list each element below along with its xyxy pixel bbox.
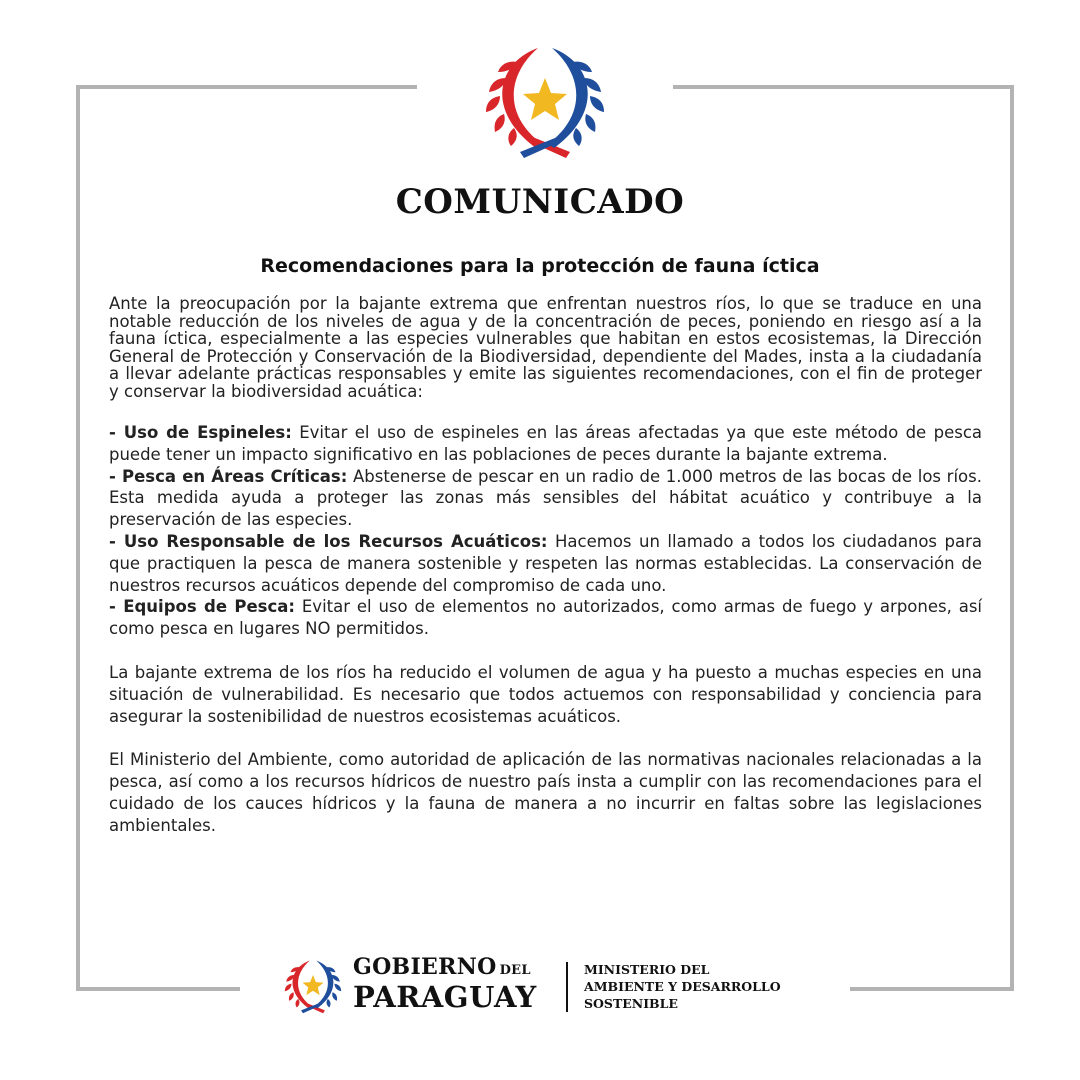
government-name-line2: PARAGUAY [353,980,537,1014]
body-paragraph-2: La bajante extrema de los ríos ha reducido el volumen de agua y ha puesto a muchas especies en una situación de vulnerabilidad. Es necesario que todos actuemos con responsabilidad y conciencia para asegurar la sostenibilidad de nuestros ecosistemas acuáticos. [109,662,982,726]
paraguay-seal-icon [281,956,345,1016]
recommendation-text: Abstenerse de pescar en un radio de 1.000 metros de las bocas de los ríos. Esta medida ayuda a proteger las zonas más sensibles del hábitat acuático y contribuye a la preservación de las especies. [109,466,982,530]
body-paragraph-3: El Ministerio del Ambiente, como autoridad de aplicación de las normativas nacionales relacionadas a la pesca, así como a los recursos hídricos de nuestro país insta a cumplir con las recomendaciones para el cuidado de los cauces hídricos y la fauna de manera a no incurrir en faltas sobre las legislaciones ambientales. [109,750,982,835]
ministry-line: SOSTENIBLE [584,996,678,1011]
recommendation-text: Evitar el uso de espineles en las áreas afectadas ya que este método de pesca puede tener un impacto significativo en las poblaciones de peces durante la bajante extrema. [109,423,982,464]
recommendation-item [109,596,982,640]
recommendation-label: - Uso Responsable de los Recursos Acuáticos: [109,531,548,551]
statement-body [109,295,982,837]
recommendation-text: Hacemos un llamado a todos los ciudadanos para que practiquen la pesca de manera sostenible y respeten las normas establecidas. La conservación de nuestros recursos acuáticos depende del compromiso de cada uno. [109,531,982,595]
recommendation-label: - Pesca en Áreas Críticas: [109,466,348,486]
page-title: COMUNICADO [395,182,685,222]
government-del: DEL [499,963,531,978]
recommendation-item [109,531,982,596]
frame-bottom-left [76,987,240,991]
frame-top-left [76,85,417,89]
recommendation-label: - Uso de Espineles: [109,423,292,442]
recommendation-label: - Equipos de Pesca: [109,597,296,617]
recommendation-text: Evitar el uso de elementos no autorizados, como armas de fuego y arpones, así como pesca en lugares NO permitidos. [109,597,983,639]
government-word: GOBIERNO [353,954,497,980]
government-name-line1 [353,954,531,980]
frame-bottom-right [850,987,1014,991]
recommendation-item [109,466,982,531]
ministry-line: AMBIENTE Y DESARROLLO [584,979,781,994]
recommendation-item [109,422,982,466]
frame-top-right [673,85,1014,89]
intro-paragraph: Ante la preocupación por la bajante extrema que enfrentan nuestros ríos, lo que se traduce en una notable reducción de los niveles de agua y de la concentración de peces, poniendo en riesgo así a la fauna íctica, especialmente a las especies vulnerables que habitan en estos ecosistemas, la Dirección General de Protección y Conservación de la Biodiversidad, dependiente del Mades, insta a la ciudadanía a llevar adelante prácticas responsables y emite las siguientes recomendaciones, con el fin de proteger y conservar la biodiversidad acuática: [109,294,982,401]
ministry-name [584,961,781,1012]
footer-divider [566,962,568,1012]
paraguay-seal-icon [478,40,612,162]
ministry-line: MINISTERIO DEL [584,962,710,977]
page-subtitle: Recomendaciones para la protección de fauna íctica [260,255,820,277]
